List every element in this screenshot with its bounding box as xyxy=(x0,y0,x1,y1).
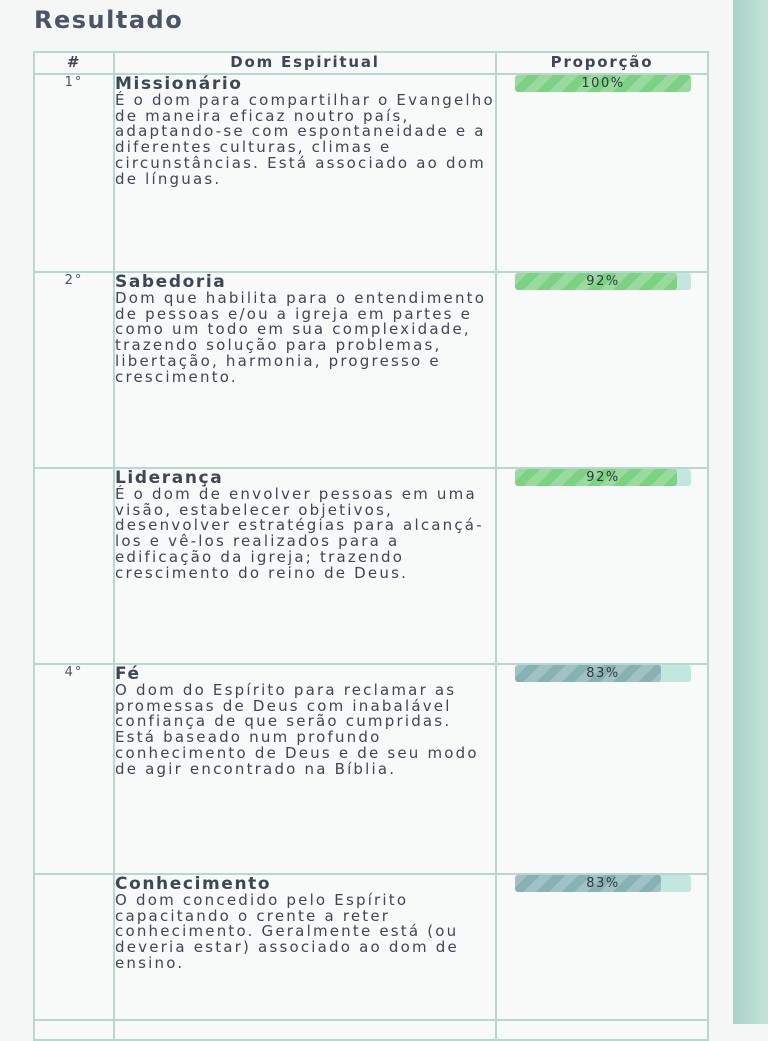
page-title: Resultado xyxy=(34,6,184,34)
table-row xyxy=(34,874,708,1020)
rank-cell xyxy=(34,874,114,1020)
gift-name: Fé xyxy=(115,664,141,684)
gift-description: O dom concedido pelo Espírito capacitando o crente a reter conhecimento. Geralmente está (ou deveria estar) associado ao dom de ensino. xyxy=(115,891,459,972)
gift-name: Liderança xyxy=(115,468,224,488)
header-gift: Dom Espiritual xyxy=(114,52,496,74)
gift-name: Conhecimento xyxy=(115,874,272,894)
progress-bar xyxy=(515,75,691,92)
gift-cell xyxy=(114,272,496,468)
proportion-cell xyxy=(496,874,708,1020)
table-row xyxy=(34,664,708,874)
gift-name: Missionário xyxy=(115,74,243,94)
gift-name: Sabedoria xyxy=(115,272,227,292)
proportion-cell xyxy=(496,74,708,272)
gift-description: O dom do Espírito para reclamar as promessas de Deus com inabalável confiança de que serão cumpridas. Está baseado num profundo conhecimento de Deus e de seu modo de agir encontrado na Bíblia. xyxy=(115,681,479,778)
table-row xyxy=(34,272,708,468)
rank-cell xyxy=(34,1020,114,1040)
gift-description: É o dom de envolver pessoas em uma visão, estabelecer objetivos, desenvolver estratégias para alcançá-los e vê-los realizados para a edificação da igreja; trazendo crescimento do reino de Deus. xyxy=(115,485,484,582)
proportion-cell xyxy=(496,468,708,664)
gift-cell xyxy=(114,664,496,874)
header-proportion: Proporção xyxy=(496,52,708,74)
proportion-cell xyxy=(496,664,708,874)
gift-cell xyxy=(114,74,496,272)
gift-cell xyxy=(114,468,496,664)
progress-bar xyxy=(515,665,691,682)
progress-bar xyxy=(515,875,691,892)
progress-label: 92% xyxy=(586,274,620,289)
gift-description: É o dom para compartilhar o Evangelho de maneira eficaz noutro país, adaptando-se com espontaneidade e a diferentes culturas, climas e circunstâncias. Está associado ao dom de línguas. xyxy=(115,91,495,188)
proportion-cell xyxy=(496,272,708,468)
table-header-row xyxy=(34,52,708,74)
proportion-cell xyxy=(496,1020,708,1040)
table-row xyxy=(34,74,708,272)
table-row xyxy=(34,1020,708,1040)
rank-cell: 4° xyxy=(34,664,114,874)
progress-label: 100% xyxy=(581,76,625,91)
progress-bar xyxy=(515,469,691,486)
table-row xyxy=(34,468,708,664)
progress-label: 83% xyxy=(586,666,620,681)
rank-cell: 1° xyxy=(34,74,114,272)
header-rank: # xyxy=(34,52,114,74)
gift-cell xyxy=(114,874,496,1020)
progress-label: 83% xyxy=(586,876,620,891)
side-strip xyxy=(733,0,768,1024)
gift-cell xyxy=(114,1020,496,1040)
results-table xyxy=(33,51,709,1041)
rank-cell: 2° xyxy=(34,272,114,468)
progress-label: 92% xyxy=(586,470,620,485)
gift-description: Dom que habilita para o entendimento de pessoas e/ou a igreja em partes e como um todo em sua complexidade, trazendo solução para problemas, libertação, harmonia, progresso e crescimento. xyxy=(115,289,487,386)
progress-bar xyxy=(515,273,691,290)
rank-cell xyxy=(34,468,114,664)
